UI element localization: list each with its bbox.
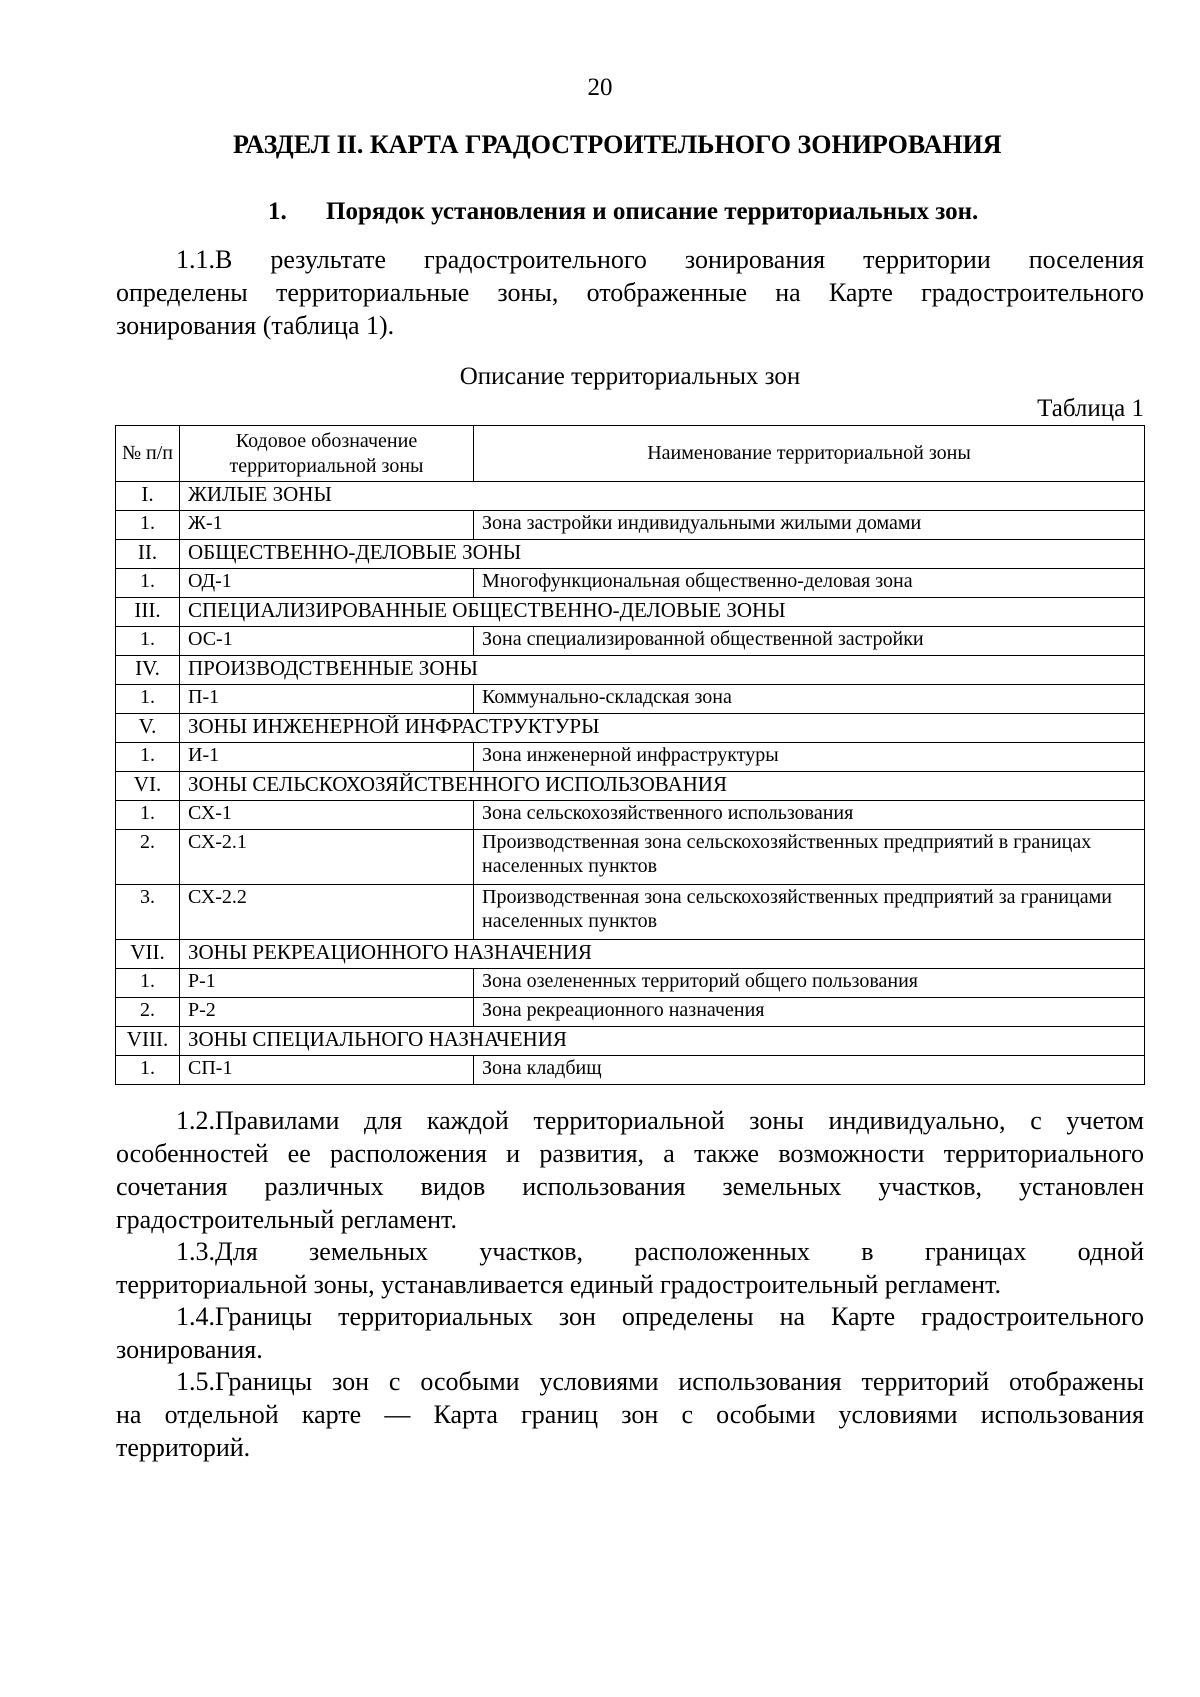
zone-row — [116, 998, 1145, 1027]
zone-row — [116, 885, 1145, 940]
header-number: № п/п — [116, 426, 180, 482]
paragraph-line: 1.5.Границы зон с особыми условиями использования территорий отображены — [176, 1367, 1144, 1396]
category-name: ПРОИЗВОДСТВЕННЫЕ ЗОНЫ — [180, 656, 1145, 685]
row-number: VI. — [116, 772, 180, 801]
category-row — [116, 1027, 1145, 1056]
zone-row — [116, 511, 1145, 540]
category-row — [116, 772, 1145, 801]
zone-name: Зона сельскохозяйственного использования — [474, 801, 1145, 830]
zone-code: ОС-1 — [180, 627, 474, 656]
subsection-title-text: Порядок установления и описание территориальных зон. — [326, 198, 979, 225]
zone-name: Зона озелененных территорий общего пользования — [474, 969, 1145, 998]
row-number: IV. — [116, 656, 180, 685]
header-code: Кодовое обозначение территориальной зоны — [180, 426, 474, 482]
zone-row — [116, 1056, 1145, 1085]
row-number: III. — [116, 598, 180, 627]
row-number: I. — [116, 482, 180, 511]
zones-table — [115, 425, 1145, 1085]
zone-code: Р-2 — [180, 998, 474, 1027]
paragraph-1-4 — [116, 1300, 1144, 1366]
page-number: 20 — [587, 74, 613, 101]
row-number: VII. — [116, 940, 180, 969]
paragraph-line: градостроительный регламент. — [116, 1205, 457, 1234]
row-number: 1. — [116, 743, 180, 772]
zone-row — [116, 627, 1145, 656]
row-number: 3. — [116, 885, 180, 940]
paragraph-line: территориальной зоны, устанавливается единый градостроительный регламент. — [116, 1270, 1002, 1299]
zone-name: Многофункциональная общественно-деловая зона — [474, 569, 1145, 598]
category-name: ЖИЛЫЕ ЗОНЫ — [180, 482, 1145, 511]
paragraph-1-2 — [116, 1104, 1144, 1236]
row-number: VIII. — [116, 1027, 180, 1056]
zone-code: ОД-1 — [180, 569, 474, 598]
zone-code: И-1 — [180, 743, 474, 772]
row-number: 1. — [116, 569, 180, 598]
category-name: ЗОНЫ СЕЛЬСКОХОЗЯЙСТВЕННОГО ИСПОЛЬЗОВАНИЯ — [180, 772, 1145, 801]
row-number: II. — [116, 540, 180, 569]
paragraph-line: на отдельной карте — Карта границ зон с особыми условиями использования — [116, 1400, 1144, 1429]
row-number: 2. — [116, 998, 180, 1027]
zone-code: СХ-2.1 — [180, 830, 474, 885]
row-number: 1. — [116, 1056, 180, 1085]
paragraph-1-5 — [116, 1365, 1144, 1464]
category-row — [116, 940, 1145, 969]
row-number: 1. — [116, 801, 180, 830]
zone-code: СХ-2.2 — [180, 885, 474, 940]
category-name: СПЕЦИАЛИЗИРОВАННЫЕ ОБЩЕСТВЕННО-ДЕЛОВЫЕ ЗОНЫ — [180, 598, 1145, 627]
zone-name: Производственная зона сельскохозяйственных предприятий за границами населенных пунктов — [474, 885, 1145, 940]
zone-name: Зона застройки индивидуальными жилыми домами — [474, 511, 1145, 540]
intro-paragraph — [116, 243, 1144, 342]
subsection-number: 1. — [268, 198, 287, 225]
zone-name: Производственная зона сельскохозяйственных предприятий в границах населенных пунктов — [474, 830, 1145, 885]
zone-name: Зона кладбищ — [474, 1056, 1145, 1085]
category-name: ЗОНЫ РЕКРЕАЦИОННОГО НАЗНАЧЕНИЯ — [180, 940, 1145, 969]
table-header-row — [116, 426, 1145, 482]
row-number: V. — [116, 714, 180, 743]
zone-row — [116, 685, 1145, 714]
zone-code: СП-1 — [180, 1056, 474, 1085]
category-row — [116, 598, 1145, 627]
zone-name: Зона специализированной общественной застройки — [474, 627, 1145, 656]
category-name: ЗОНЫ ИНЖЕНЕРНОЙ ИНФРАСТРУКТУРЫ — [180, 714, 1145, 743]
header-name: Наименование территориальной зоны — [474, 426, 1145, 482]
paragraph-line: определены территориальные зоны, отображенные на Карте градостроительного — [116, 278, 1144, 307]
table-caption: Описание территориальных зон — [459, 363, 801, 390]
zone-name: Коммунально-складская зона — [474, 685, 1145, 714]
paragraph-1-3 — [116, 1235, 1144, 1301]
row-number: 1. — [116, 685, 180, 714]
paragraph-line: 1.2.Правилами для каждой территориальной зоны индивидуально, с учетом — [176, 1106, 1144, 1135]
zone-code: Р-1 — [180, 969, 474, 998]
paragraph-line: 1.1.В результате градостроительного зонирования территории поселения — [176, 245, 1144, 274]
zone-row — [116, 830, 1145, 885]
paragraph-line: сочетания различных видов использования земельных участков, установлен — [116, 1172, 1144, 1201]
category-row — [116, 482, 1145, 511]
paragraph-line: особенностей ее расположения и развития, а также возможности территориального — [116, 1139, 1144, 1168]
zone-name: Зона рекреационного назначения — [474, 998, 1145, 1027]
row-number: 1. — [116, 969, 180, 998]
category-name: ОБЩЕСТВЕННО-ДЕЛОВЫЕ ЗОНЫ — [180, 540, 1145, 569]
row-number: 2. — [116, 830, 180, 885]
table-body — [116, 482, 1145, 1085]
paragraph-line: территорий. — [116, 1433, 251, 1462]
zone-row — [116, 743, 1145, 772]
row-number: 1. — [116, 511, 180, 540]
paragraph-line: 1.4.Границы территориальных зон определены на Карте градостроительного — [176, 1302, 1144, 1331]
zone-code: П-1 — [180, 685, 474, 714]
zone-row — [116, 569, 1145, 598]
zone-row — [116, 801, 1145, 830]
paragraph-line: 1.3.Для земельных участков, расположенных в границах одной — [176, 1237, 1144, 1266]
paragraph-line: зонирования (таблица 1). — [116, 311, 395, 340]
row-number: 1. — [116, 627, 180, 656]
zone-name: Зона инженерной инфраструктуры — [474, 743, 1145, 772]
category-row — [116, 656, 1145, 685]
paragraph-line: зонирования. — [116, 1335, 263, 1364]
table-label: Таблица 1 — [1037, 395, 1144, 422]
section-title: РАЗДЕЛ II. КАРТА ГРАДОСТРОИТЕЛЬНОГО ЗОНИРОВАНИЯ — [233, 130, 1002, 159]
zone-code: СХ-1 — [180, 801, 474, 830]
zone-code: Ж-1 — [180, 511, 474, 540]
category-row — [116, 540, 1145, 569]
subsection-title — [268, 198, 978, 226]
category-name: ЗОНЫ СПЕЦИАЛЬНОГО НАЗНАЧЕНИЯ — [180, 1027, 1145, 1056]
zone-row — [116, 969, 1145, 998]
category-row — [116, 714, 1145, 743]
